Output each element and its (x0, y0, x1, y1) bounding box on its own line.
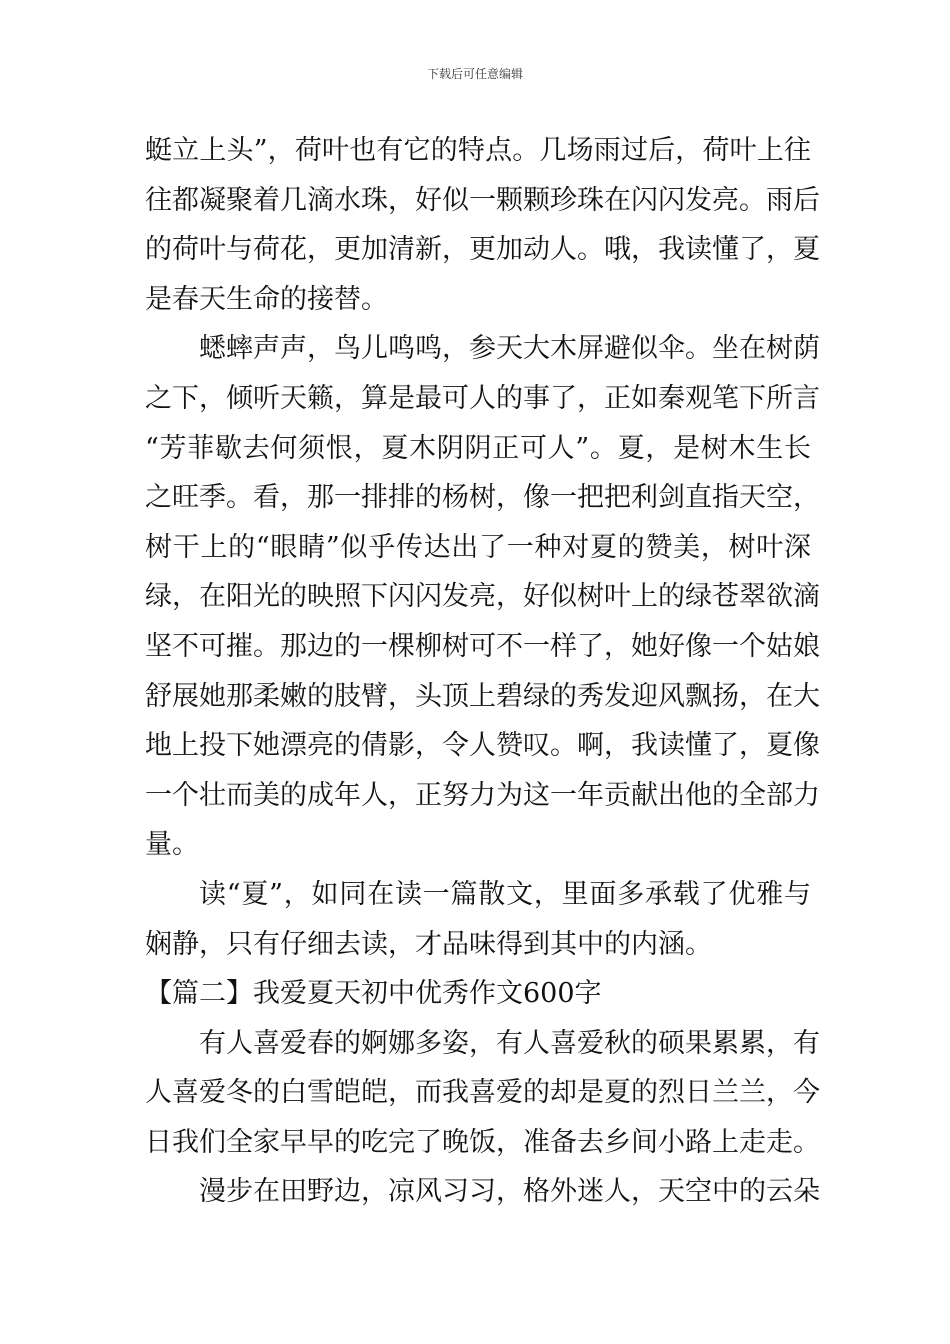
document-body (145, 126, 820, 1217)
text-line: 娴静，只有仔细去读，才品味得到其中的内涵。 (145, 928, 712, 960)
text-line: 之下，倾听天籁，算是最可人的事了，正如秦观笔下所言 (145, 382, 820, 414)
text-line: 量。 (145, 829, 199, 861)
text-line: 绿，在阳光的映照下闪闪发亮，好似树叶上的绿苍翠欲滴 (145, 581, 820, 613)
section-heading: 【篇二】我爱夏天初中优秀作文600字 (145, 978, 602, 1010)
text-line: 地上投下她漂亮的倩影，令人赞叹。啊，我读懂了，夏像 (145, 730, 820, 762)
paragraph-first-line: 蟋蟀声声，鸟儿鸣鸣，参天大木屏避似伞。坐在树荫 (199, 333, 820, 365)
text-line: 的荷叶与荷花，更加清新，更加动人。哦，我读懂了，夏 (145, 234, 820, 266)
text-line: 蜓立上头”，荷叶也有它的特点。几场雨过后，荷叶上往 (145, 135, 811, 166)
text-line: 是春天生命的接替。 (145, 283, 388, 315)
text-line: 之旺季。看，那一排排的杨树，像一把把利剑直指天空， (145, 482, 820, 514)
paragraph-first-line: 漫步在田野边，凉风习习，格外迷人，天空中的云朵 (199, 1176, 820, 1208)
text-line: 舒展她那柔嫩的肢臂，头顶上碧绿的秀发迎风飘扬，在大 (145, 680, 820, 712)
page-header: 下载后可任意编辑 (426, 67, 523, 81)
text-line: 坚不可摧。那边的一棵柳树可不一样了，她好像一个姑娘 (145, 630, 820, 662)
text-line: 往都凝聚着几滴水珠，好似一颗颗珍珠在闪闪发亮。雨后 (145, 184, 820, 216)
text-line: 人喜爱冬的白雪皑皑，而我喜爱的却是夏的烈日兰兰，今 (145, 1077, 820, 1109)
text-line: 一个壮而美的成年人，正努力为这一年贡献出他的全部力 (145, 779, 820, 811)
text-line: 日我们全家早早的吃完了晚饭，准备去乡间小路上走走。 (145, 1126, 820, 1158)
paragraph-first-line: 有人喜爱春的婀娜多姿，有人喜爱秋的硕果累累，有 (199, 1027, 820, 1059)
text-line: “芳菲歇去何须恨，夏木阴阴正可人”。夏，是树木生长 (145, 432, 811, 464)
paragraph-first-line: 读“夏”，如同在读一篇散文，里面多承载了优雅与 (199, 878, 811, 910)
text-line: 树干上的“眼睛”似乎传达出了一种对夏的赞美，树叶深 (145, 531, 811, 563)
